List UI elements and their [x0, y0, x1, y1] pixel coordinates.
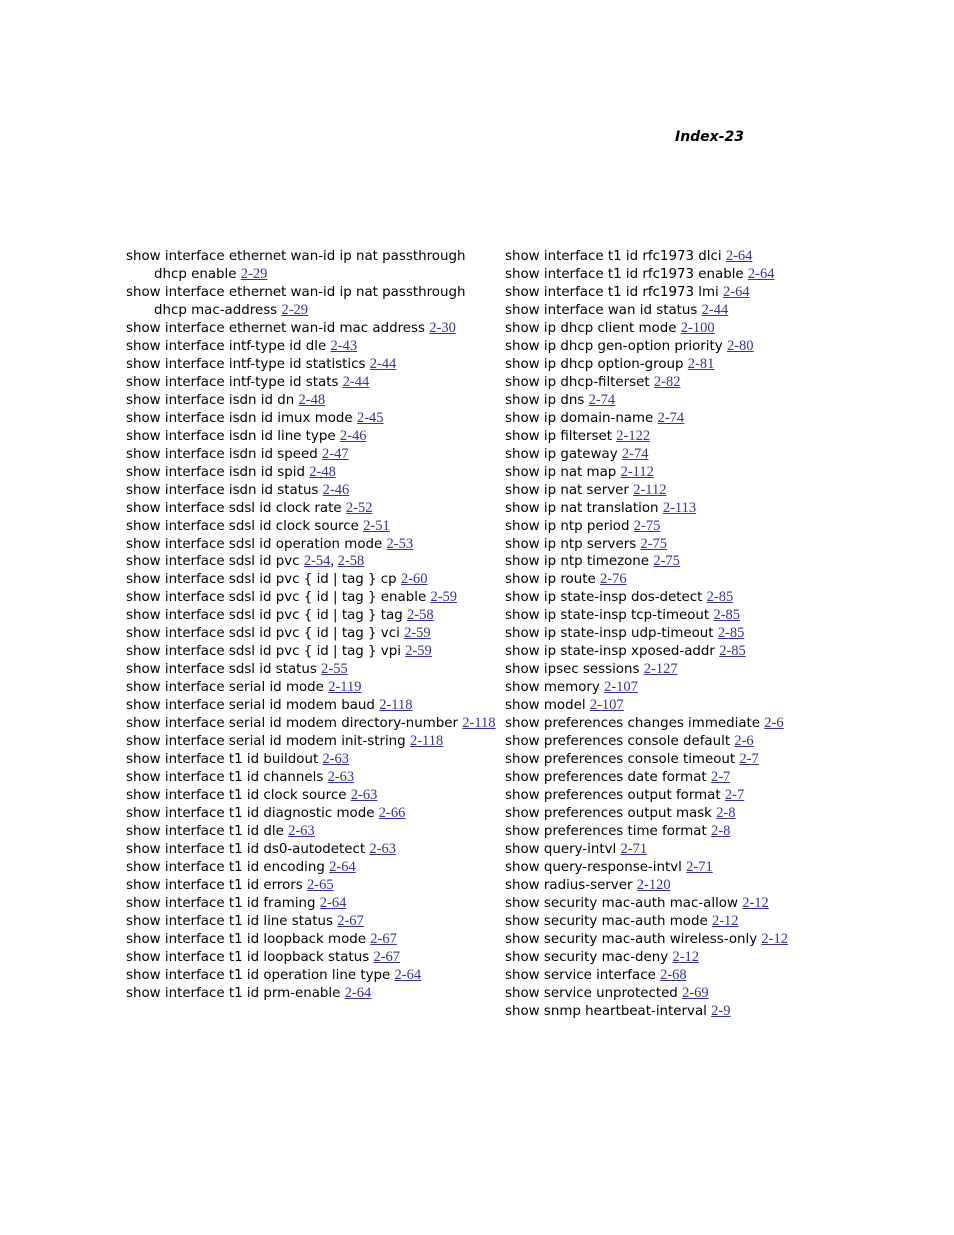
page-ref-link[interactable]: 2-107 [589, 697, 624, 714]
index-entry-text: show interface t1 id channels [126, 770, 324, 786]
index-entry-text: show interface t1 id loopback status [126, 949, 370, 965]
index-entry [126, 949, 498, 967]
index-entry [126, 787, 498, 805]
index-entry-text: show preferences date format [505, 770, 707, 786]
index-entry-text: show preferences changes immediate [505, 716, 761, 732]
page-ref-link[interactable]: 2-67 [337, 912, 364, 929]
index-entry [505, 446, 877, 464]
index-entry [505, 859, 877, 877]
index-entry-text: show interface intf-type id stats [126, 374, 339, 390]
page-ref-link[interactable]: 2-71 [686, 858, 713, 875]
index-entry [126, 679, 498, 697]
index-entry-text: show interface sdsl id pvc { id | tag } cp [126, 572, 397, 588]
index-entry [505, 625, 877, 643]
index-entry-text: show interface serial id mode [126, 680, 324, 696]
page-ref-link[interactable]: 2-12 [742, 894, 769, 911]
index-entry [126, 589, 498, 607]
index-entry [126, 500, 498, 518]
index-entry [126, 392, 498, 410]
index-entry [505, 589, 877, 607]
index-entry-text: show ip state-insp dos-detect [505, 590, 703, 606]
index-entry-text: show interface t1 id encoding [126, 859, 325, 875]
index-entry-text: show interface serial id modem directory-number [126, 716, 458, 732]
index-entry-text: show ip filterset [505, 428, 612, 444]
page-ref-link[interactable]: 2-75 [653, 553, 680, 570]
page-ref-link[interactable]: 2-64 [723, 283, 750, 300]
index-entry-text: show preferences output mask [505, 806, 712, 822]
index-entry [126, 625, 498, 643]
page-ref-link[interactable]: 2-74 [588, 391, 616, 408]
page-ref-link[interactable]: 2-12 [761, 930, 789, 947]
index-entry-text: show model [505, 698, 586, 714]
index-entry-text: show ip ntp timezone [505, 554, 650, 570]
page-ref-link[interactable]: 2-85 [717, 625, 745, 642]
page-ref-link[interactable]: 2-12 [672, 948, 700, 965]
page-ref-link[interactable]: 2-66 [378, 805, 406, 822]
page-ref-link[interactable]: 2-118 [379, 697, 413, 714]
index-entry [126, 967, 498, 985]
index-entry-text: show interface wan id status [505, 302, 698, 318]
page-ref-link[interactable]: 2-8 [711, 823, 731, 839]
page-ref-link[interactable]: 2-29 [240, 265, 268, 282]
page-ref-link[interactable]: 2-127 [643, 661, 678, 678]
index-entry [505, 320, 877, 338]
index-entry [505, 715, 877, 733]
index-column-left [126, 248, 498, 1003]
page-ref-link[interactable]: 2-48 [298, 391, 326, 408]
index-entry-text: show ip state-insp udp-timeout [505, 626, 714, 642]
page-ref-link[interactable]: 2-63 [322, 751, 350, 768]
index-entry [505, 913, 877, 931]
page-ref-link[interactable]: 2-54 [303, 553, 331, 570]
index-entry [126, 428, 498, 446]
index-entry [505, 931, 877, 949]
index-entry [505, 985, 877, 1003]
index-entry-text: show ipsec sessions [505, 662, 640, 678]
index-entry-text: show security mac-auth mac-allow [505, 895, 738, 911]
page-ref-link[interactable]: 2-59 [404, 625, 431, 642]
page-ref-link[interactable]: 2-6 [764, 715, 784, 732]
page-ref-link[interactable]: 2-46 [339, 427, 367, 444]
index-entry-text: show interface sdsl id pvc { id | tag } vci [126, 626, 400, 642]
index-entry [505, 553, 877, 571]
index-entry-text: show ip ntp servers [505, 536, 637, 552]
index-entry-text: show query-intvl [505, 841, 617, 857]
index-entry [126, 518, 498, 536]
index-entry [505, 643, 877, 661]
index-entry [126, 751, 498, 769]
page-ref-link[interactable]: 2-75 [640, 535, 668, 552]
index-column-right [505, 248, 877, 1021]
index-entry [126, 607, 498, 625]
page-ref-link[interactable]: 2-119 [328, 679, 362, 696]
index-entry [126, 769, 498, 787]
index-entry-text: show ip dhcp option-group [505, 356, 684, 372]
index-entry [505, 661, 877, 679]
index-entry-text: show interface sdsl id pvc { id | tag } vpi [126, 644, 401, 660]
index-entry [505, 805, 877, 823]
index-entry [505, 1003, 877, 1021]
index-entry-text: show interface ethernet wan-id ip nat passthrough dhcp enable [126, 249, 466, 282]
index-entry-text: show interface t1 id rfc1973 lmi [505, 284, 719, 300]
index-entry [126, 895, 498, 913]
index-entry [505, 338, 877, 356]
page-ref-link[interactable]: 2-58 [337, 553, 365, 570]
index-entry [126, 805, 498, 823]
index-entry [126, 985, 498, 1003]
index-entry-text: show interface t1 id buildout [126, 752, 319, 768]
page-ref-link[interactable]: 2-64 [394, 966, 422, 983]
index-entry-text: show security mac-auth mode [505, 913, 708, 929]
index-entry-text: show preferences time format [505, 824, 707, 839]
index-entry-text: show interface t1 id errors [126, 877, 303, 893]
page-ref-link[interactable]: 2-71 [620, 840, 648, 857]
index-entry [126, 446, 498, 464]
index-entry-text: show interface t1 id prm-enable [126, 985, 341, 1001]
index-entry [126, 913, 498, 931]
page-ref-link[interactable]: 2-74 [657, 409, 685, 426]
page-ref-link[interactable]: 2-55 [321, 661, 348, 678]
index-entry [126, 823, 498, 841]
page-ref-link[interactable]: 2-30 [429, 319, 456, 336]
page-ref-link[interactable]: 2-63 [327, 769, 355, 786]
index-entry [126, 553, 498, 571]
index-entry [505, 482, 877, 500]
index-entry [505, 518, 877, 536]
index-entry [505, 787, 877, 805]
page-ref-link[interactable]: 2-63 [288, 823, 315, 839]
page-ref-separator: , [330, 553, 338, 570]
page-ref-link[interactable]: 2-43 [330, 337, 358, 354]
page-ref-link[interactable]: 2-53 [386, 535, 414, 552]
index-entry-text: show interface sdsl id clock source [126, 518, 359, 534]
page-ref-link[interactable]: 2-64 [725, 248, 753, 264]
page-ref-link[interactable]: 2-29 [281, 301, 309, 318]
index-entry-text: show interface t1 id line status [126, 913, 333, 929]
page-ref-link[interactable]: 2-75 [633, 517, 661, 534]
index-entry-text: show ip route [505, 572, 596, 588]
index-entry-text: show interface ethernet wan-id ip nat passthrough dhcp mac-address [126, 284, 466, 318]
index-entry [505, 356, 877, 374]
index-entry [126, 356, 498, 374]
index-entry-text: show interface t1 id diagnostic mode [126, 806, 375, 822]
index-entry-text: show interface t1 id rfc1973 enable [505, 266, 744, 282]
page-ref-link[interactable]: 2-107 [604, 679, 638, 696]
page-ref-link[interactable]: 2-80 [726, 337, 754, 354]
index-entry-text: show ip nat translation [505, 500, 659, 516]
index-entry-text: show preferences output format [505, 788, 721, 804]
index-entry [505, 302, 877, 320]
page-ref-link[interactable]: 2-63 [369, 840, 397, 857]
index-entry [505, 949, 877, 967]
index-entry-text: show ip ntp period [505, 518, 630, 534]
index-entry [505, 697, 877, 715]
page-ref-link[interactable]: 2-100 [680, 319, 715, 336]
index-entry-text: show interface isdn id line type [126, 428, 336, 444]
page-ref-link[interactable]: 2-76 [600, 571, 627, 588]
index-entry [126, 661, 498, 679]
index-entry-text: show interface sdsl id pvc { id | tag } tag [126, 608, 403, 624]
page-ref-link[interactable]: 2-85 [706, 589, 734, 606]
page-ref-link[interactable]: 2-64 [747, 265, 775, 282]
index-entry-text: show interface t1 id operation line type [126, 967, 391, 983]
index-entry-text: show interface t1 id dle [126, 824, 284, 839]
index-entry-text: show ip dhcp client mode [505, 320, 677, 336]
index-entry-text: show interface sdsl id status [126, 662, 317, 678]
page-ref-link[interactable]: 2-112 [633, 481, 667, 498]
index-entry-text: show interface sdsl id pvc { id | tag } enable [126, 590, 427, 606]
page-ref-link[interactable]: 2-85 [719, 643, 746, 660]
index-entry-text: show memory [505, 680, 600, 696]
index-entry [505, 284, 877, 302]
index-entry [505, 500, 877, 518]
page-ref-link[interactable]: 2-59 [405, 643, 432, 660]
index-entry-text: show ip gateway [505, 446, 618, 462]
index-entry-text: show interface sdsl id pvc [126, 554, 300, 570]
index-entry-text: show interface t1 id clock source [126, 788, 347, 804]
index-entry-text: show interface t1 id framing [126, 895, 316, 911]
index-entry [505, 464, 877, 482]
index-entry [126, 697, 498, 715]
index-entry-text: show preferences console timeout [505, 752, 736, 768]
index-entry [126, 482, 498, 500]
page-ref-link[interactable]: 2-74 [621, 445, 649, 462]
page-ref-link[interactable]: 2-44 [701, 301, 729, 318]
page-ref-link[interactable]: 2-7 [739, 751, 759, 768]
page-ref-link[interactable]: 2-8 [716, 805, 736, 822]
index-entry [505, 392, 877, 410]
index-entry-text: show ip dhcp gen-option priority [505, 338, 723, 354]
index-entry [126, 320, 498, 338]
page-ref-link[interactable]: 2-60 [400, 571, 428, 588]
index-entry [505, 769, 877, 787]
index-entry [126, 284, 498, 320]
index-entry [505, 410, 877, 428]
page-ref-link[interactable]: 2-6 [734, 733, 754, 750]
index-entry-text: show interface ethernet wan-id mac address [126, 320, 425, 336]
index-entry [505, 733, 877, 751]
index-entry [126, 931, 498, 949]
index-entry [126, 643, 498, 661]
index-entry [126, 571, 498, 589]
page-ref-link[interactable]: 2-122 [616, 427, 651, 444]
index-entry-text: show service unprotected [505, 985, 678, 1001]
page-ref-link[interactable]: 2-58 [407, 607, 434, 624]
index-entry [126, 733, 498, 751]
index-entry-text: show interface isdn id speed [126, 446, 318, 462]
index-entry-text: show ip nat server [505, 482, 629, 498]
page-ref-link[interactable]: 2-85 [713, 607, 741, 624]
page-ref-link[interactable]: 2-63 [350, 787, 378, 804]
index-entry [126, 715, 498, 733]
index-entry [126, 410, 498, 428]
page-ref-link[interactable]: 2-112 [620, 463, 654, 480]
index-entry [126, 464, 498, 482]
index-entry-text: show radius-server [505, 877, 633, 893]
page-ref-link[interactable]: 2-59 [430, 589, 458, 606]
page-ref-link[interactable]: 2-44 [342, 373, 370, 390]
index-entry-text: show snmp heartbeat-interval [505, 1003, 707, 1019]
page-ref-link[interactable]: 2-64 [329, 858, 356, 875]
index-entry-text: show query-response-intvl [505, 859, 682, 875]
index-entry [505, 895, 877, 913]
index-entry-text: show ip domain-name [505, 410, 654, 426]
index-entry [505, 841, 877, 859]
index-entry-text: show ip dhcp-filterset [505, 374, 650, 390]
index-entry-text: show interface intf-type id dle [126, 338, 327, 354]
index-entry [126, 877, 498, 895]
page-ref-link[interactable]: 2-69 [682, 984, 709, 1001]
index-entry-text: show ip state-insp tcp-timeout [505, 608, 710, 624]
index-entry-text: show interface isdn id imux mode [126, 410, 353, 426]
page-ref-link[interactable]: 2-52 [345, 499, 373, 516]
index-entry-text: show interface t1 id loopback mode [126, 931, 367, 947]
page-ref-link[interactable]: 2-65 [307, 876, 334, 893]
page-ref-link[interactable]: 2-44 [369, 355, 397, 372]
index-entry-text: show security mac-deny [505, 949, 669, 965]
index-entry-text: show security mac-auth wireless-only [505, 931, 758, 947]
index-entry [126, 536, 498, 554]
index-entry [505, 266, 877, 284]
index-entry-text: show interface t1 id rfc1973 dlci [505, 249, 722, 264]
page-ref-link[interactable]: 2-51 [363, 517, 390, 534]
index-entry [126, 859, 498, 877]
index-entry-text: show interface sdsl id clock rate [126, 500, 342, 516]
index-entry [505, 374, 877, 392]
page-ref-link[interactable]: 2-81 [687, 355, 715, 372]
page-ref-link[interactable]: 2-47 [321, 445, 349, 462]
index-entry-text: show interface serial id modem init-string [126, 734, 406, 750]
index-entry-text: show interface isdn id dn [126, 392, 295, 408]
index-entry-text: show ip nat map [505, 464, 617, 480]
page-ref-link[interactable]: 2-46 [322, 481, 350, 498]
index-entry-text: show interface isdn id spid [126, 464, 305, 480]
page-ref-link[interactable]: 2-64 [344, 984, 372, 1001]
index-entry [505, 428, 877, 446]
index-entry-text: show ip state-insp xposed-addr [505, 644, 715, 660]
page-ref-link[interactable]: 2-45 [356, 409, 384, 426]
index-entry [126, 248, 498, 284]
index-entry-text: show interface sdsl id operation mode [126, 536, 383, 552]
index-entry-text: show interface t1 id ds0-autodetect [126, 841, 366, 857]
index-entry [505, 571, 877, 589]
index-entry-text: show preferences console default [505, 734, 731, 750]
index-entry [505, 248, 877, 266]
page-ref-link[interactable]: 2-7 [710, 769, 731, 786]
page-ref-link[interactable]: 2-12 [711, 912, 739, 929]
index-entry-text: show interface isdn id status [126, 482, 319, 498]
index-entry [505, 967, 877, 985]
index-entry [505, 823, 877, 841]
index-entry [505, 679, 877, 697]
index-entry-text: show interface serial id modem baud [126, 698, 375, 714]
index-entry [505, 751, 877, 769]
index-entry [505, 877, 877, 895]
page-number-header: Index-23 [674, 129, 744, 145]
page-ref-link[interactable]: 2-48 [309, 463, 336, 480]
index-entry [126, 374, 498, 392]
page-ref-link[interactable]: 2-67 [370, 930, 397, 947]
page-ref-link[interactable]: 2-64 [319, 894, 347, 911]
index-entry-text: show ip dns [505, 392, 585, 408]
page-ref-link[interactable]: 2-113 [662, 499, 697, 516]
page-ref-link[interactable]: 2-67 [373, 948, 401, 965]
index-entry-text: show service interface [505, 967, 656, 983]
index-entry [126, 841, 498, 859]
page-ref-link[interactable]: 2-118 [409, 733, 444, 750]
page-ref-link[interactable]: 2-120 [636, 876, 671, 893]
index-entry [505, 536, 877, 554]
page-ref-link[interactable]: 2-9 [711, 1002, 731, 1019]
index-entry [505, 607, 877, 625]
page-ref-link[interactable]: 2-82 [653, 373, 681, 390]
index-entry-text: show interface intf-type id statistics [126, 356, 366, 372]
page-ref-link[interactable]: 2-118 [462, 715, 496, 732]
page-ref-link[interactable]: 2-68 [660, 966, 687, 983]
index-entry [126, 338, 498, 356]
page-ref-link[interactable]: 2-7 [724, 787, 745, 804]
